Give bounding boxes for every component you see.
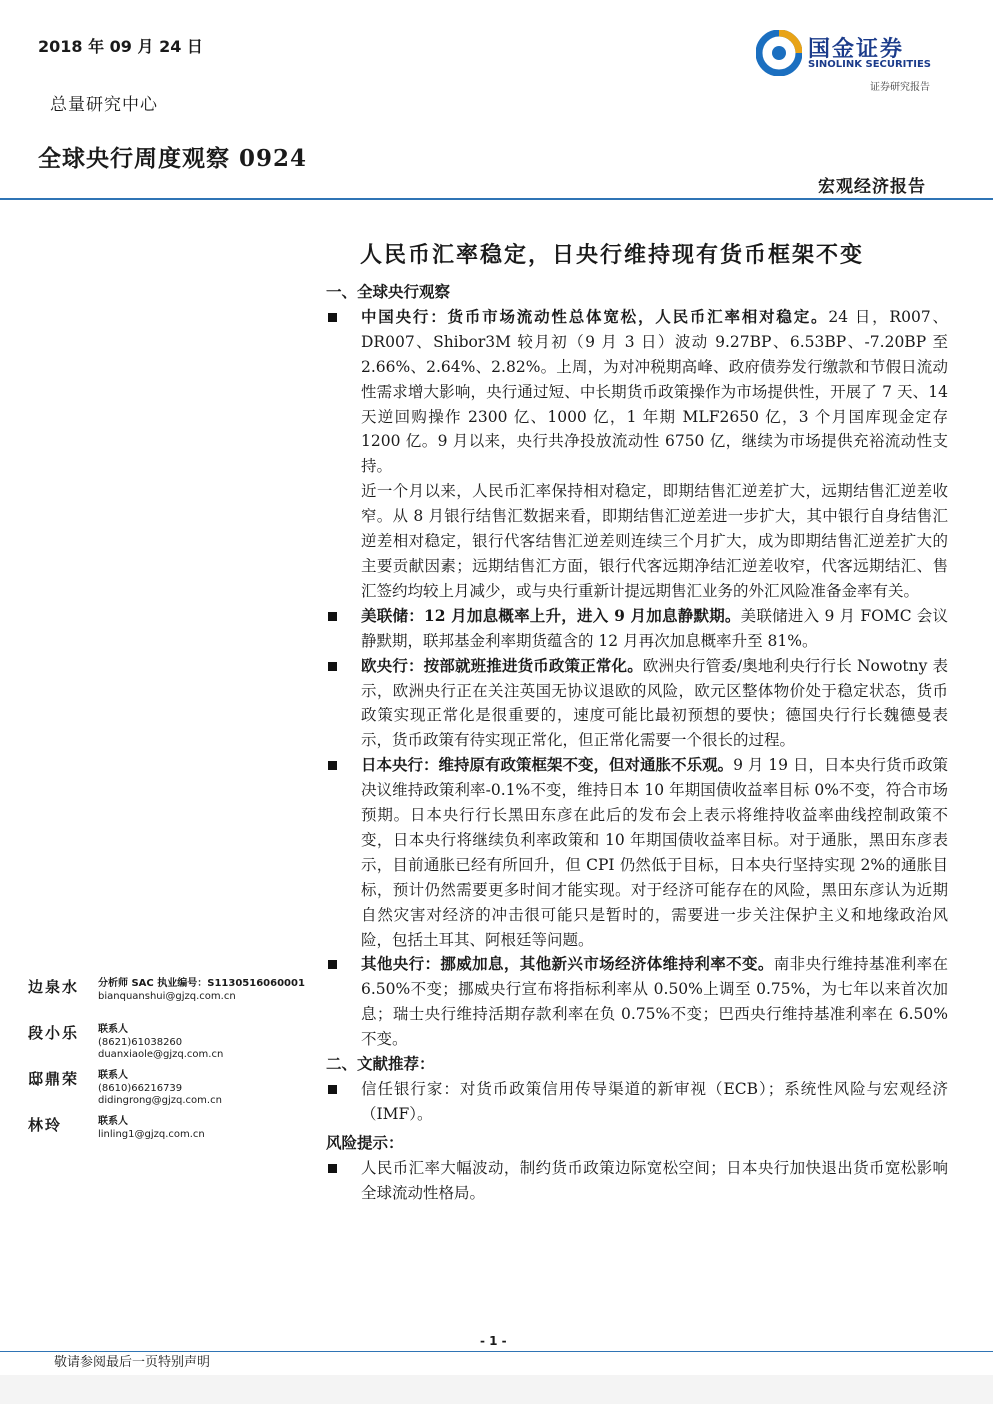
analyst-info — [98, 978, 305, 1003]
bullet-square-icon — [328, 662, 337, 671]
paragraph-rmb: 近一个月以来，人民币汇率保持相对稳定，即期结售汇逆差扩大，远期结售汇逆差收窄。从 8 月银行结售汇数据来看，即期结售汇逆差进一步扩大，其中银行自身结售汇逆差相对稳定，银行代客结售汇逆差则连续三个月扩大，成为即期结售汇逆差扩大的主要贡献因素；远期结售汇方面，银行代客远期净结汇逆差收窄，代客远期结汇、售汇签约均较上月减少，或与央行重新计提远期售汇业务的外汇风险准备金率有关。 — [361, 482, 948, 600]
bullet-text: 欧洲央行管委/奥地利央行行长 Nowotny 表示，欧洲央行正在关注英国无协议退欧的风险，欧元区整体物价处于稳定状态，货币政策实现正常化是很重要的，速度可能比最初预想的要快；德国央行行长魏德曼表示，货币政策有待实现正常化，但正常化需要一个很长的过程。 — [361, 656, 948, 750]
bullet-text: 美联储进入 9 月 FOMC 会议静默期，联邦基金利率期货蕴含的 12 月再次加息概率升至 81%。 — [361, 606, 949, 650]
report-title: 全球央行周度观察 0924 — [38, 145, 308, 172]
bullet-lead: 日本央行：维持原有政策框架不变，但对通胀不乐观。 — [361, 755, 734, 775]
bullet-lead: 其他央行：挪威加息，其他新兴市场经济体维持利率不变。 — [361, 954, 774, 974]
bullet-square-icon — [328, 313, 337, 322]
bullet-lead: 欧央行：按部就班推进货币政策正常化。 — [361, 655, 643, 675]
analyst-credential: 分析师 SAC 执业编号：S1130516060001 — [98, 978, 305, 989]
analyst-email: linling1@gjzq.com.cn — [98, 1128, 205, 1140]
analyst-list — [28, 976, 318, 1160]
page-number: - 1 - — [480, 1334, 507, 1348]
logo-text-en: SINOLINK SECURITIES — [808, 59, 931, 70]
analyst-email: bianquanshui@gjzq.com.cn — [98, 990, 236, 1002]
analyst-role: 联系人 — [98, 1070, 128, 1081]
analyst-name: 林玲 — [28, 1116, 63, 1134]
analyst-name: 邸鼎荣 — [28, 1070, 80, 1088]
bullet-text: 南非央行维持基准利率在 6.50%不变；挪威央行宣布将指标利率从 0.50%上调至 0.75%，为七年以来首次加息；瑞士央行维持活期存款利率在负 0.75%不变；巴西央行维持基准利率在 6.50%不变。 — [361, 955, 948, 1049]
bullet-square-icon — [328, 761, 337, 770]
bullet-risk — [326, 1156, 948, 1206]
analyst-email: duanxiaole@gjzq.com.cn — [98, 1049, 224, 1060]
bullet-ecb — [326, 654, 948, 754]
bullet-square-icon — [328, 1085, 337, 1094]
footer-disclaimer: 敬请参阅最后一页特别声明 — [54, 1355, 211, 1370]
report-body — [326, 280, 948, 1206]
bullet-square-icon — [328, 960, 337, 969]
analyst-entry — [28, 976, 318, 1022]
bullet-text: 9 月 19 日，日本央行货币政策决议维持政策利率-0.1%不变，维持日本 10 年期国债收益率目标 0%不变，符合市场预期。日本央行行长黑田东彦在此后的发布会上表示将维持收益率曲线控制政策不变，日本央行将继续负利率政策和 10 年期国债收益率目标。对于通胀，黑田东彦表示，目前通胀已经有所回升，但 CPI 仍然低于目标，日本央行坚持实现 2%的通胀目标，预计仍然需要更多时间才能实现。对于经济可能存在的风险，黑田东彦认为近期自然灾害对经济的冲击很可能只是暂时的，需要进一步关注保护主义和地缘政治风险，包括土耳其、阿根廷等问题。 — [361, 756, 948, 949]
company-logo — [756, 30, 946, 78]
analyst-role: 联系人 — [98, 1024, 128, 1035]
report-type: 宏观经济报告 — [818, 177, 926, 197]
bullet-lead: 中国央行：货币市场流动性总体宽松，人民币汇率相对稳定。 — [361, 306, 829, 326]
header-divider — [0, 198, 993, 200]
report-category: 证券研究报告 — [870, 82, 930, 93]
analyst-entry — [28, 1068, 318, 1114]
bullet-square-icon — [328, 612, 337, 621]
bullet-boj — [326, 753, 948, 952]
bullet-literature — [326, 1077, 948, 1127]
bullet-lead: 美联储：12 月加息概率上升，进入 9 月加息静默期。 — [361, 605, 741, 625]
bullet-other — [326, 952, 948, 1052]
headline: 人民币汇率稳定，日央行维持现有货币框架不变 — [360, 242, 865, 268]
analyst-entry — [28, 1114, 318, 1160]
bullet-square-icon — [328, 1164, 337, 1173]
analyst-info — [98, 1024, 223, 1062]
analyst-name: 段小乐 — [28, 1024, 80, 1042]
section-literature: 二、文献推荐： — [326, 1054, 435, 1074]
logo-mark-icon — [756, 30, 802, 76]
bullet-text: 24 日，R007、DR007、Shibor3M 较月初（9 月 3 日）波动 9.27BP、6.53BP、-7.20BP 至 2.66%、2.64%、2.82%。上周，为对冲税期高峰、政府债券发行缴款和节假日流动性需求增大影响，央行通过短、中长期货币政策操作为市场提供性，开展了 7 天、14 天逆回购操作 2300 亿、1000 亿，1 年期 MLF2650 亿，3 个月国库现金定存 1200 亿。9 月以来，央行共净投放流动性 6750 亿，继续为市场提供充裕流动性支持。 — [361, 307, 949, 476]
analyst-phone: (8621)61038260 — [98, 1036, 183, 1048]
footer-band — [0, 1375, 993, 1404]
bullet-text: 信任银行家：对货币政策信用传导渠道的新审视（ECB）；系统性风险与宏观经济（IMF）。 — [361, 1080, 948, 1123]
analyst-info — [98, 1070, 222, 1108]
bullet-china — [326, 305, 948, 479]
department-name: 总量研究中心 — [50, 95, 158, 115]
analyst-info — [98, 1116, 205, 1141]
section-global-central-banks: 一、全球央行观察 — [326, 282, 451, 301]
bullet-fed — [326, 604, 948, 654]
analyst-phone: (8610)66216739 — [98, 1082, 183, 1094]
analyst-email: didingrong@gjzq.com.cn — [98, 1095, 222, 1106]
logo-text-cn: 国金证券 — [808, 37, 905, 62]
bullet-text: 人民币汇率大幅波动，制约货币政策边际宽松空间；日本央行加快退出货币宽松影响全球流动性格局。 — [361, 1158, 948, 1202]
section-risk: 风险提示： — [326, 1132, 404, 1152]
analyst-role: 联系人 — [98, 1116, 128, 1127]
analyst-entry — [28, 1022, 318, 1068]
analyst-name: 边泉水 — [28, 978, 80, 996]
report-date: 2018 年 09 月 24 日 — [38, 37, 203, 56]
